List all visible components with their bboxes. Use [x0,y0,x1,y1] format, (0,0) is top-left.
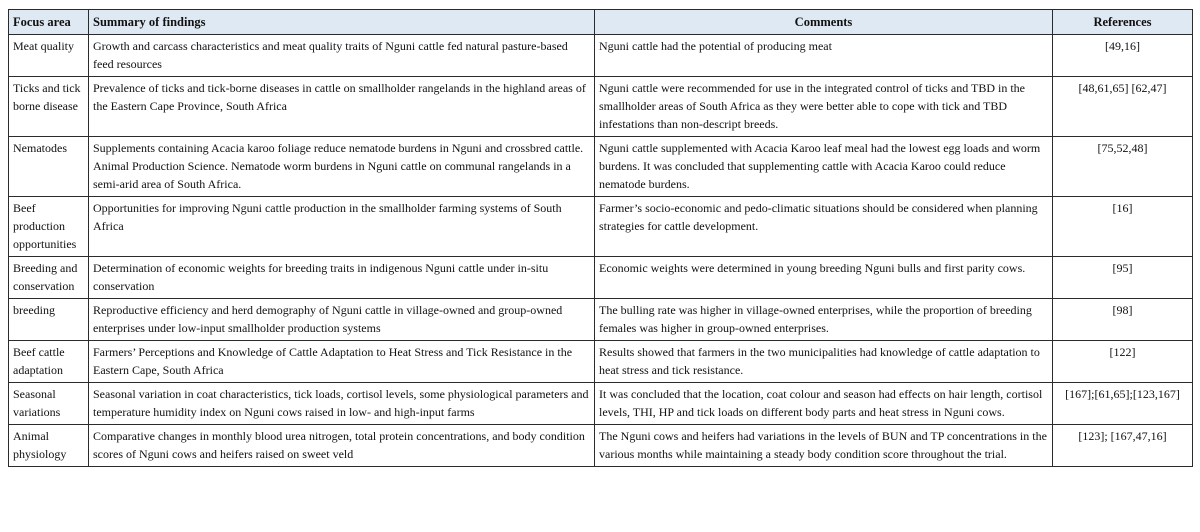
table-row [9,35,1193,77]
cell-summary: Reproductive efficiency and herd demography of Nguni cattle in village-owned and group-owned enterprises under low-input smallholder production systems [89,299,595,341]
cell-focus-area: Beef production opportunities [9,197,89,257]
header-focus-area: Focus area [9,10,89,35]
header-row [9,10,1193,35]
cell-references: [16] [1053,197,1193,257]
cell-references: [48,61,65] [62,47] [1053,77,1193,137]
cell-focus-area: Seasonal variations [9,383,89,425]
cell-focus-area: Breeding and conservation [9,257,89,299]
cell-references: [98] [1053,299,1193,341]
cell-summary: Farmers’ Perceptions and Knowledge of Cattle Adaptation to Heat Stress and Tick Resistance in the Eastern Cape, South Africa [89,341,595,383]
cell-focus-area: Ticks and tick borne disease [9,77,89,137]
table-row [9,299,1193,341]
cell-summary: Determination of economic weights for breeding traits in indigenous Nguni cattle under in-situ conservation [89,257,595,299]
cell-focus-area: breeding [9,299,89,341]
cell-summary: Supplements containing Acacia karoo foliage reduce nematode burdens in Nguni and crossbred cattle. Animal Production Science. Nematode worm burdens in Nguni cattle on communal rangelands in a semi-arid area of South Africa. [89,137,595,197]
table-row [9,425,1193,467]
cell-focus-area: Meat quality [9,35,89,77]
cell-comments: Results showed that farmers in the two municipalities had knowledge of cattle adaptation to heat stress and tick resistance. [595,341,1053,383]
cell-summary: Seasonal variation in coat characteristics, tick loads, cortisol levels, some physiological parameters and temperature humidity index on Nguni cows raised in low- and high-input farms [89,383,595,425]
cell-focus-area: Nematodes [9,137,89,197]
header-comments: Comments [595,10,1053,35]
cell-comments: It was concluded that the location, coat colour and season had effects on hair length, cortisol levels, THI, HP and tick loads on different body parts and heat stress in Nguni cows. [595,383,1053,425]
cell-comments: Nguni cattle had the potential of producing meat [595,35,1053,77]
cell-focus-area: Beef cattle adaptation [9,341,89,383]
table-body [9,35,1193,467]
cell-references: [122] [1053,341,1193,383]
cell-comments: The Nguni cows and heifers had variations in the levels of BUN and TP concentrations in the various months while maintaining a steady body condition score throughout the trial. [595,425,1053,467]
table-row [9,257,1193,299]
header-references: References [1053,10,1193,35]
table-row [9,137,1193,197]
cell-comments: Economic weights were determined in young breeding Nguni bulls and first parity cows. [595,257,1053,299]
cell-references: [49,16] [1053,35,1193,77]
cell-summary: Prevalence of ticks and tick-borne diseases in cattle on smallholder rangelands in the highland areas of the Eastern Cape Province, South Africa [89,77,595,137]
cell-summary: Comparative changes in monthly blood urea nitrogen, total protein concentrations, and body condition scores of Nguni cows and heifers raised on sweet veld [89,425,595,467]
cell-summary: Opportunities for improving Nguni cattle production in the smallholder farming systems of South Africa [89,197,595,257]
table-row [9,197,1193,257]
findings-table-container [8,9,1192,467]
table-header [9,10,1193,35]
cell-focus-area: Animal physiology [9,425,89,467]
cell-comments: The bulling rate was higher in village-owned enterprises, while the proportion of breeding females was higher in group-owned enterprises. [595,299,1053,341]
table-row [9,77,1193,137]
cell-comments: Nguni cattle were recommended for use in the integrated control of ticks and TBD in the smallholder areas of South Africa as they were better able to cope with tick and TBD infestations than non-descript breeds. [595,77,1053,137]
cell-summary: Growth and carcass characteristics and meat quality traits of Nguni cattle fed natural pasture-based feed resources [89,35,595,77]
cell-comments: Farmer’s socio-economic and pedo-climatic situations should be considered when planning strategies for cattle development. [595,197,1053,257]
cell-references: [95] [1053,257,1193,299]
table-row [9,341,1193,383]
cell-comments: Nguni cattle supplemented with Acacia Karoo leaf meal had the lowest egg loads and worm burdens. It was concluded that supplementing cattle with Acacia Karoo could reduce nematode burdens. [595,137,1053,197]
cell-references: [75,52,48] [1053,137,1193,197]
table-row [9,383,1193,425]
header-summary: Summary of findings [89,10,595,35]
cell-references: [167];[61,65];[123,167] [1053,383,1193,425]
findings-table [8,9,1193,467]
cell-references: [123]; [167,47,16] [1053,425,1193,467]
